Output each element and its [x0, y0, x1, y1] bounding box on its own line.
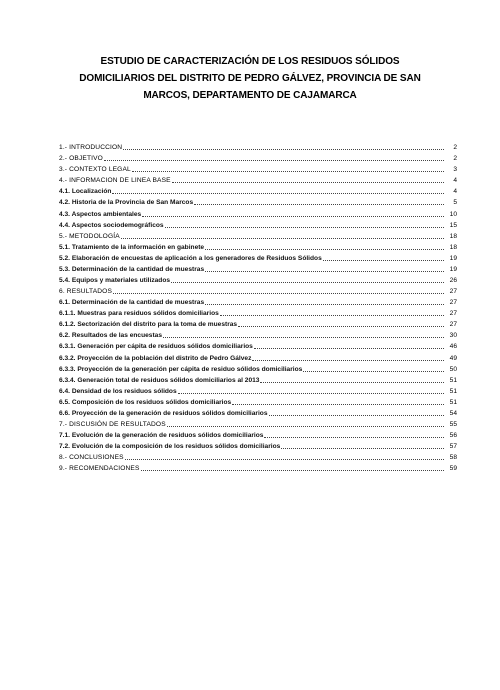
toc-dot-leader	[171, 281, 444, 283]
toc-entry-page: 51	[449, 387, 457, 395]
toc-entry-title: 7.2. Evolución de la composición de los residuos sólidos domiciliarios	[59, 443, 281, 451]
toc-entry[interactable]	[59, 318, 457, 329]
toc-entry-page: 27	[449, 310, 457, 318]
toc-entry-page: 59	[449, 465, 457, 473]
toc-entry[interactable]	[59, 407, 457, 418]
toc-entry-page: 2	[453, 144, 457, 152]
toc-entry[interactable]	[59, 274, 457, 285]
toc-entry[interactable]	[59, 440, 457, 451]
toc-entry[interactable]	[59, 230, 457, 241]
toc-entry-title: 6.1.1. Muestras para residuos sólidos domiciliarios	[59, 310, 219, 318]
toc-entry-title: 4.4. Aspectos sociodemográficos	[59, 221, 164, 229]
toc-dot-leader	[132, 170, 444, 172]
toc-dot-leader	[269, 414, 444, 416]
toc-entry[interactable]	[59, 385, 457, 396]
toc-entry-title: 6.1.2. Sectorización del distrito para la toma de muestras	[59, 321, 238, 329]
toc-entry[interactable]	[59, 396, 457, 407]
toc-entry[interactable]	[59, 374, 457, 385]
toc-entry[interactable]	[59, 252, 457, 263]
toc-entry-title: 6. RESULTADOS	[59, 288, 113, 296]
toc-entry-title: 8.- CONCLUSIONES	[59, 454, 124, 462]
toc-entry-title: 5.1. Tratamiento de la información en gabinete	[59, 243, 205, 251]
toc-entry[interactable]	[59, 263, 457, 274]
toc-entry-page: 26	[449, 277, 457, 285]
toc-dot-leader	[165, 226, 444, 228]
toc-entry-title: 6.5. Composición de los residuos sólidos domiciliarios	[59, 398, 232, 406]
toc-entry[interactable]	[59, 351, 457, 362]
toc-dot-leader	[323, 259, 444, 261]
toc-entry[interactable]	[59, 219, 457, 230]
toc-dot-leader	[141, 469, 444, 471]
toc-entry-page: 2	[453, 155, 457, 163]
toc-entry[interactable]	[59, 285, 457, 296]
toc-entry-title: 5.2. Elaboración de encuestas de aplicación a los generadores de Residuos Sólidos	[59, 254, 322, 262]
toc-entry-title: 6.3.3. Proyección de la generación per cápita de residuo sólidos domiciliarios	[59, 365, 303, 373]
document-title	[40, 53, 460, 104]
toc-entry-page: 27	[449, 288, 457, 296]
table-of-contents	[59, 141, 457, 473]
toc-entry-title: 4.- INFORMACION DE LINEA BASE	[59, 177, 171, 185]
toc-entry-title: 9.- RECOMENDACIONES	[59, 465, 140, 473]
toc-entry-page: 27	[449, 299, 457, 307]
toc-dot-leader	[104, 159, 444, 161]
toc-entry-page: 51	[449, 376, 457, 384]
toc-entry-title: 6.1. Determinación de la cantidad de muestras	[59, 299, 205, 307]
toc-entry[interactable]	[59, 462, 457, 473]
title-line: DOMICILIARIOS DEL DISTRITO DE PEDRO GÁLVEZ, PROVINCIA DE SAN	[79, 73, 421, 84]
toc-entry-page: 10	[449, 210, 457, 218]
toc-entry-page: 3	[453, 166, 457, 174]
toc-entry-title: 2.- OBJETIVO	[59, 155, 103, 163]
toc-entry-page: 51	[449, 398, 457, 406]
toc-entry[interactable]	[59, 296, 457, 307]
toc-entry[interactable]	[59, 418, 457, 429]
toc-entry[interactable]	[59, 174, 457, 185]
toc-entry-title: 7.- DISCUSIÓN DE RESULTADOS	[59, 421, 166, 429]
toc-entry[interactable]	[59, 340, 457, 351]
toc-entry-page: 49	[449, 354, 457, 362]
toc-entry[interactable]	[59, 429, 457, 440]
toc-entry-page: 58	[449, 454, 457, 462]
toc-entry-title: 4.3. Aspectos ambientales	[59, 210, 142, 218]
toc-entry-page: 57	[449, 443, 457, 451]
toc-dot-leader	[252, 359, 444, 361]
toc-dot-leader	[205, 303, 444, 305]
toc-entry-page: 19	[449, 265, 457, 273]
toc-entry-page: 30	[449, 332, 457, 340]
toc-entry-title: 3.- CONTEXTO LEGAL	[59, 166, 131, 174]
toc-entry-title: 6.3.4. Generación total de residuos sólidos domiciliarios al 2013	[59, 376, 260, 384]
toc-entry-title: 4.1. Localización	[59, 188, 112, 196]
toc-entry[interactable]	[59, 196, 457, 207]
toc-entry-title: 5.3. Determinación de la cantidad de muestras	[59, 265, 205, 273]
toc-entry-title: 6.2. Resultados de las encuestas	[59, 332, 162, 340]
toc-entry[interactable]	[59, 152, 457, 163]
toc-dot-leader	[232, 403, 444, 405]
toc-dot-leader	[281, 447, 444, 449]
toc-dot-leader	[178, 392, 444, 394]
toc-dot-leader	[303, 370, 444, 372]
toc-dot-leader	[220, 314, 444, 316]
toc-entry-page: 19	[449, 254, 457, 262]
toc-entry[interactable]	[59, 363, 457, 374]
toc-dot-leader	[167, 425, 444, 427]
title-line: ESTUDIO DE CARACTERIZACIÓN DE LOS RESIDUOS SÓLIDOS	[100, 56, 400, 67]
toc-entry-title: 6.4. Densidad de los residuos sólidos	[59, 387, 177, 395]
toc-dot-leader	[238, 325, 444, 327]
toc-entry-page: 27	[449, 321, 457, 329]
toc-dot-leader	[194, 203, 444, 205]
toc-entry-page: 46	[449, 343, 457, 351]
toc-entry[interactable]	[59, 329, 457, 340]
toc-entry-page: 54	[449, 409, 457, 417]
toc-entry[interactable]	[59, 451, 457, 462]
toc-dot-leader	[205, 270, 444, 272]
toc-entry-title: 6.3.1. Generación per cápita de residuos sólidos domiciliarios	[59, 343, 253, 351]
toc-dot-leader	[254, 347, 444, 349]
toc-entry-title: 5.- METODOLOGÍA	[59, 232, 120, 240]
toc-entry-page: 15	[449, 221, 457, 229]
toc-dot-leader	[112, 192, 444, 194]
toc-entry-title: 6.3.2. Proyección de la población del distrito de Pedro Gálvez	[59, 354, 252, 362]
toc-entry-title: 1.- INTRODUCCION	[59, 144, 123, 152]
toc-entry[interactable]	[59, 141, 457, 152]
toc-dot-leader	[113, 292, 444, 294]
toc-entry[interactable]	[59, 241, 457, 252]
toc-entry-page: 18	[449, 232, 457, 240]
toc-entry-page: 18	[449, 243, 457, 251]
toc-entry-page: 55	[449, 421, 457, 429]
toc-entry-page: 4	[453, 188, 457, 196]
toc-entry-title: 5.4. Equipos y materiales utilizados	[59, 277, 171, 285]
toc-entry-page: 56	[449, 432, 457, 440]
toc-entry-title: 7.1. Evolución de la generación de residuos sólidos domiciliarios	[59, 432, 264, 440]
toc-dot-leader	[163, 336, 444, 338]
toc-entry-title: 4.2. Historia de la Provincia de San Marcos	[59, 199, 194, 207]
toc-dot-leader	[260, 381, 444, 383]
toc-entry-page: 50	[449, 365, 457, 373]
toc-entry[interactable]	[59, 185, 457, 196]
toc-dot-leader	[123, 148, 444, 150]
toc-dot-leader	[121, 237, 444, 239]
toc-dot-leader	[172, 181, 444, 183]
toc-entry[interactable]	[59, 163, 457, 174]
title-line: MARCOS, DEPARTAMENTO DE CAJAMARCA	[143, 90, 357, 101]
toc-entry[interactable]	[59, 307, 457, 318]
toc-entry-page: 5	[453, 199, 457, 207]
toc-entry-page: 4	[453, 177, 457, 185]
toc-dot-leader	[142, 215, 444, 217]
toc-entry[interactable]	[59, 207, 457, 218]
toc-dot-leader	[205, 248, 444, 250]
toc-dot-leader	[125, 458, 444, 460]
toc-dot-leader	[264, 436, 444, 438]
toc-entry-title: 6.6. Proyección de la generación de residuos sólidos domiciliarios	[59, 409, 268, 417]
